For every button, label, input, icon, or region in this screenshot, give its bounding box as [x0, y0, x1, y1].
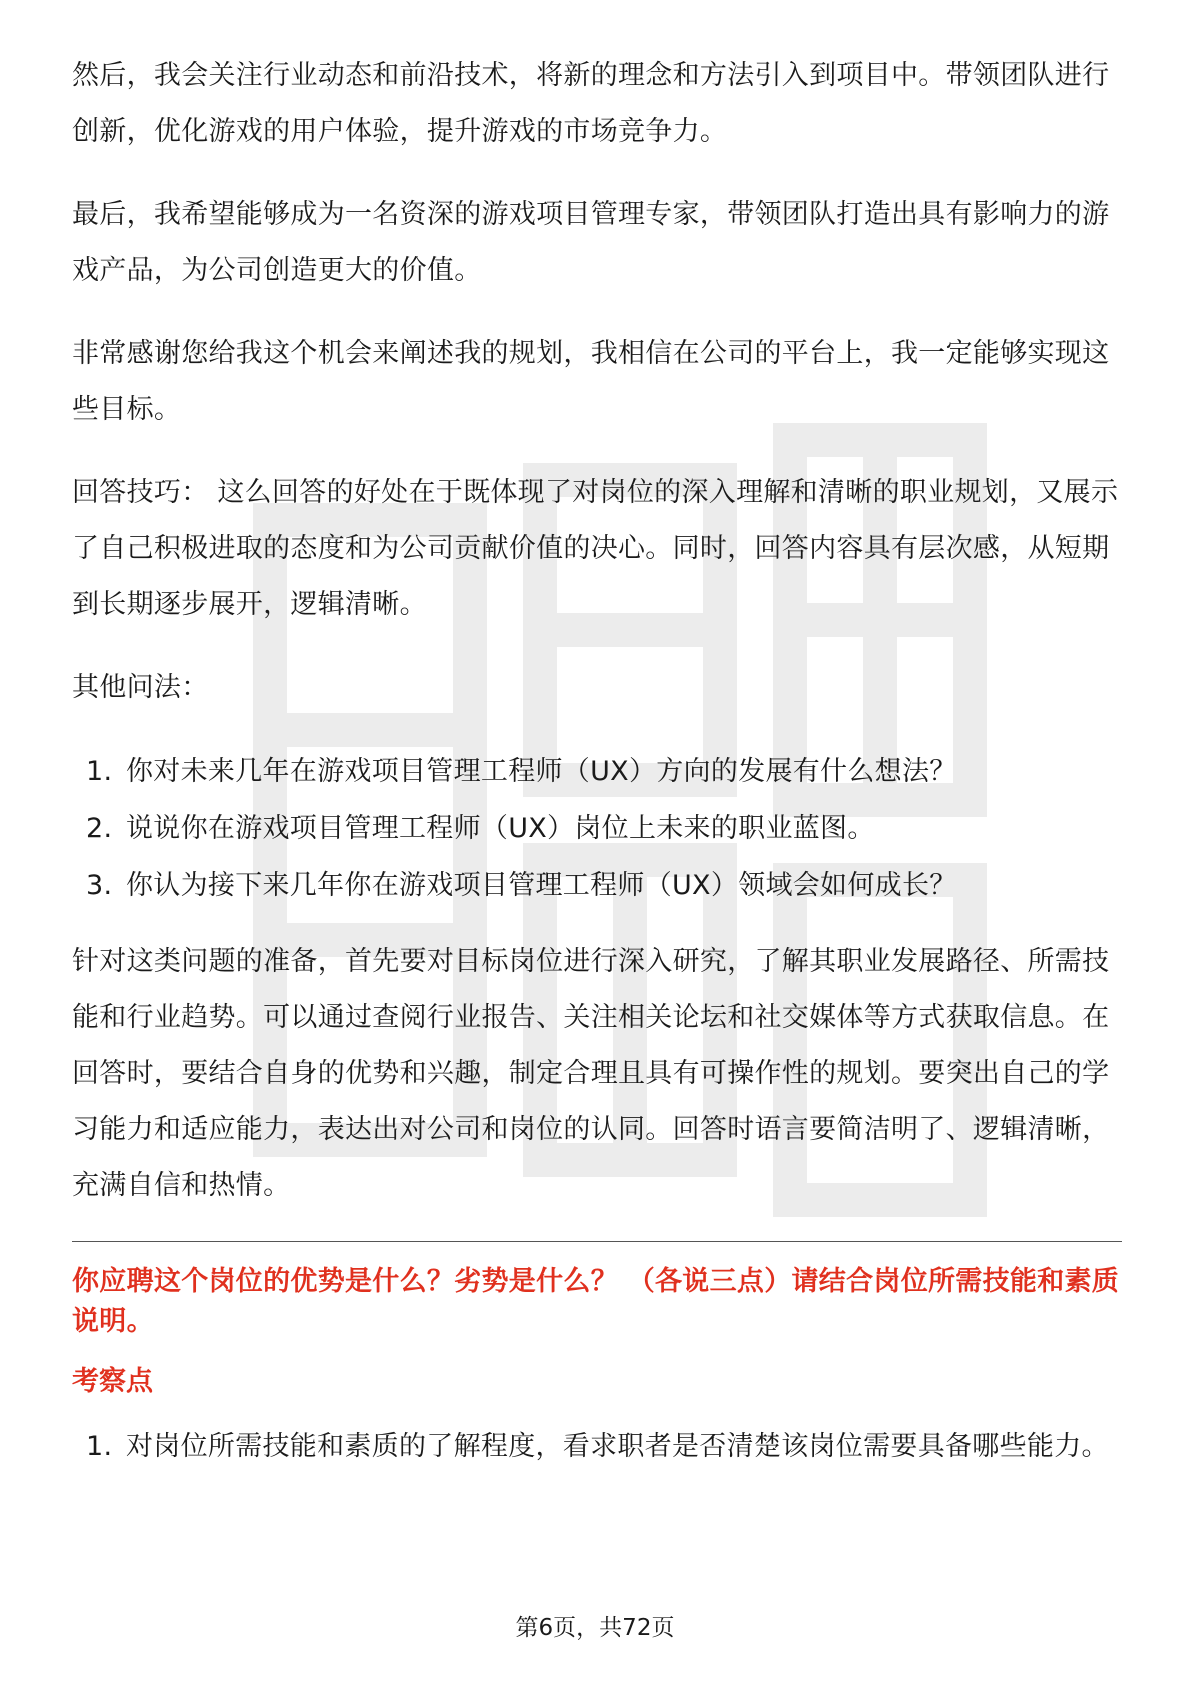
list-item — [72, 1418, 1122, 1475]
paragraph-thanks: 非常感谢您给我这个机会来阐述我的规划，我相信在公司的平台上，我一定能够实现这些目标。 — [72, 338, 1110, 425]
list-number: 1. — [86, 756, 113, 787]
page-footer: 第6页，共72页 — [515, 1615, 675, 1641]
list-text: 你认为接下来几年你在游戏项目管理工程师（UX）领域会如何成长？ — [126, 870, 957, 901]
assessment-points-list — [72, 1418, 1122, 1475]
list-text: 对岗位所需技能和素质的了解程度，看求职者是否清楚该岗位需要具备哪些能力。 — [126, 1431, 1109, 1462]
paragraph-preparation: 针对这类问题的准备，首先要对目标岗位进行深入研究，了解其职业发展路径、所需技能和行业趋势。可以通过查阅行业报告、关注相关论坛和社交媒体等方式获取信息。在回答时，要结合自身的优势和兴趣，制定合理且具有可操作性的规划。要突出自己的学习能力和适应能力，表达出对公司和岗位的认同。回答时语言要简洁明了、逻辑清晰，充满自信和热情。 — [72, 946, 1110, 1201]
list-number: 2. — [86, 813, 113, 844]
list-text: 你对未来几年在游戏项目管理工程师（UX）方向的发展有什么想法？ — [126, 756, 957, 787]
assessment-points-heading: 考察点 — [72, 1366, 153, 1397]
section-divider — [72, 1241, 1122, 1242]
question-title: 你应聘这个岗位的优势是什么？劣势是什么？ （各说三点）请结合岗位所需技能和素质说明。 — [72, 1266, 1120, 1337]
list-number: 3. — [86, 870, 113, 901]
list-item — [72, 800, 1122, 857]
paragraph-long-term-goal: 最后，我希望能够成为一名资深的游戏项目管理专家，带领团队打造出具有影响力的游戏产品，为公司创造更大的价值。 — [72, 199, 1110, 286]
other-questions-list — [72, 743, 1122, 914]
paragraph-answer-tips: 回答技巧： 这么回答的好处在于既体现了对岗位的深入理解和清晰的职业规划，又展示了自己积极进取的态度和为公司贡献价值的决心。同时，回答内容具有层次感，从短期到长期逐步展开，逻辑清晰。 — [72, 477, 1119, 620]
paragraph-other-questions-heading: 其他问法： — [72, 672, 209, 703]
list-number: 1. — [86, 1431, 113, 1462]
list-item — [72, 743, 1122, 800]
main-content — [72, 48, 1122, 1495]
paragraph-innovation: 然后，我会关注行业动态和前沿技术，将新的理念和方法引入到项目中。带领团队进行创新，优化游戏的用户体验，提升游戏的市场竞争力。 — [72, 60, 1110, 147]
list-text: 说说你在游戏项目管理工程师（UX）岗位上未来的职业蓝图。 — [126, 813, 875, 844]
list-item — [72, 857, 1122, 914]
